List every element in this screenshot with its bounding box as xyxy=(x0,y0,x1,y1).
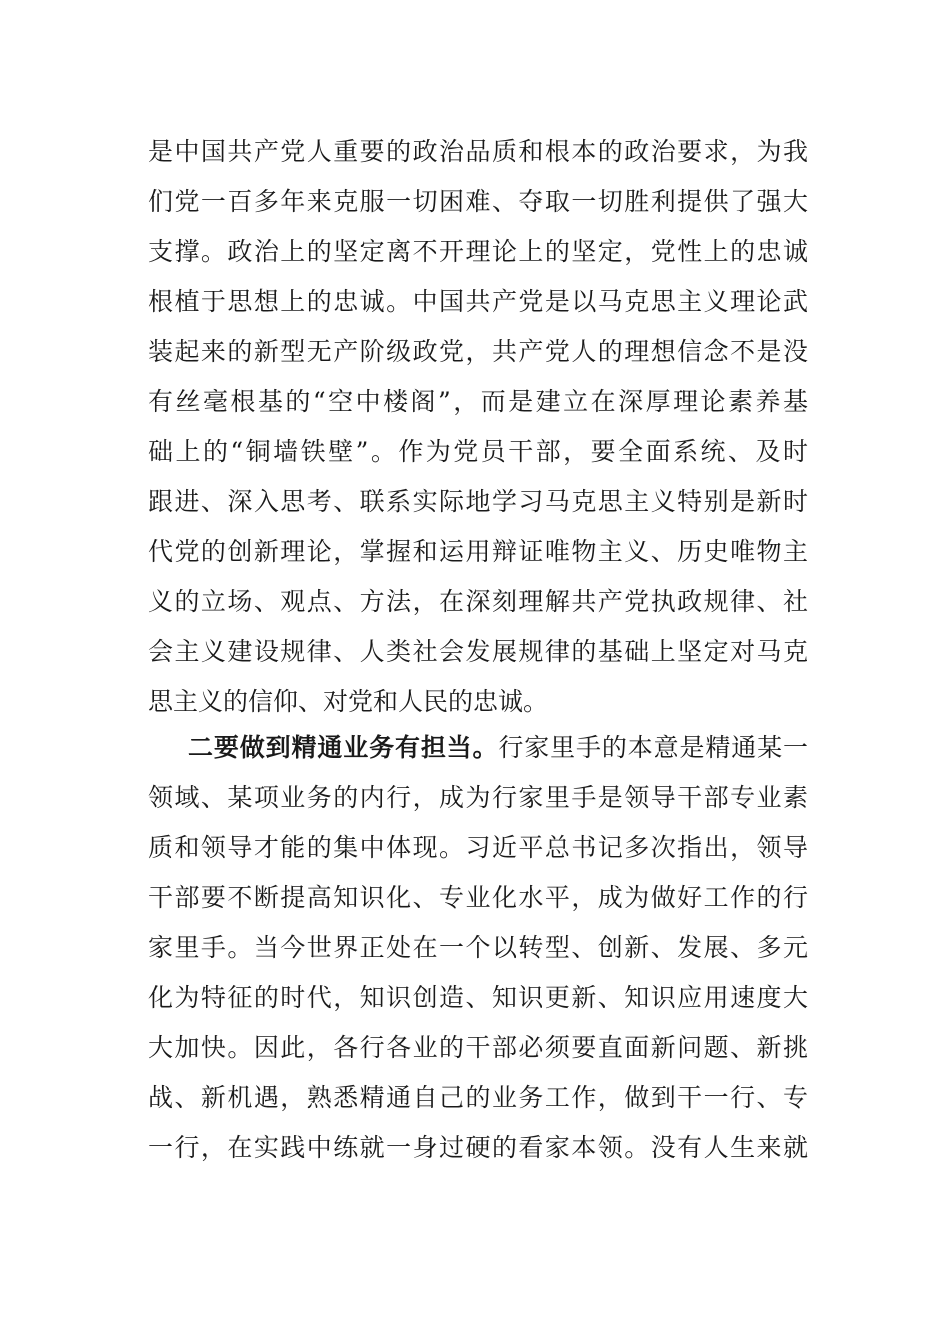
paragraph-line: 础上的“铜墙铁壁”。作为党员干部，要全面系统、及时 xyxy=(148,437,808,466)
paragraph-line: 是中国共产党人重要的政治品质和根本的政治要求，为我 xyxy=(148,137,808,166)
paragraph-1 xyxy=(148,127,808,727)
paragraph-line: 义的立场、观点、方法，在深刻理解共产党执政规律、社 xyxy=(148,587,808,616)
paragraph-line: 有丝毫根基的“空中楼阁”，而是建立在深厚理论素养基 xyxy=(148,387,808,416)
paragraph-line: 一行，在实践中练就一身过硬的看家本领。没有人生来就 xyxy=(148,1133,808,1162)
paragraph-2 xyxy=(148,723,808,1173)
paragraph-line: 会主义建设规律、人类社会发展规律的基础上坚定对马克 xyxy=(148,637,808,666)
paragraph-line: 质和领导才能的集中体现。习近平总书记多次指出，领导 xyxy=(148,833,808,862)
paragraph-first-line xyxy=(148,723,808,773)
paragraph-line-rest: 行家里手的本意是精通某一 xyxy=(498,733,808,762)
paragraph-line: 干部要不断提高知识化、专业化水平，成为做好工作的行 xyxy=(148,883,808,912)
paragraph-line: 战、新机遇，熟悉精通自己的业务工作，做到干一行、专 xyxy=(148,1083,808,1112)
paragraph-line: 化为特征的时代，知识创造、知识更新、知识应用速度大 xyxy=(148,983,808,1012)
paragraph-line: 家里手。当今世界正处在一个以转型、创新、发展、多元 xyxy=(148,933,808,962)
paragraph-line: 装起来的新型无产阶级政党，共产党人的理想信念不是没 xyxy=(148,337,808,366)
paragraph-line: 大加快。因此，各行各业的干部必须要直面新问题、新挑 xyxy=(148,1033,808,1062)
paragraph-line: 代党的创新理论，掌握和运用辩证唯物主义、历史唯物主 xyxy=(148,537,808,566)
paragraph-line: 们党一百多年来克服一切困难、夺取一切胜利提供了强大 xyxy=(148,187,808,216)
paragraph-line: 根植于思想上的忠诚。中国共产党是以马克思主义理论武 xyxy=(148,287,808,316)
section-heading: 二要做到精通业务有担当。 xyxy=(188,733,499,762)
paragraph-line: 思主义的信仰、对党和人民的忠诚。 xyxy=(148,687,549,716)
paragraph-line: 跟进、深入思考、联系实际地学习马克思主义特别是新时 xyxy=(148,487,808,516)
paragraph-line: 支撑。政治上的坚定离不开理论上的坚定，党性上的忠诚 xyxy=(148,237,808,266)
paragraph-line: 领域、某项业务的内行，成为行家里手是领导干部专业素 xyxy=(148,783,808,812)
